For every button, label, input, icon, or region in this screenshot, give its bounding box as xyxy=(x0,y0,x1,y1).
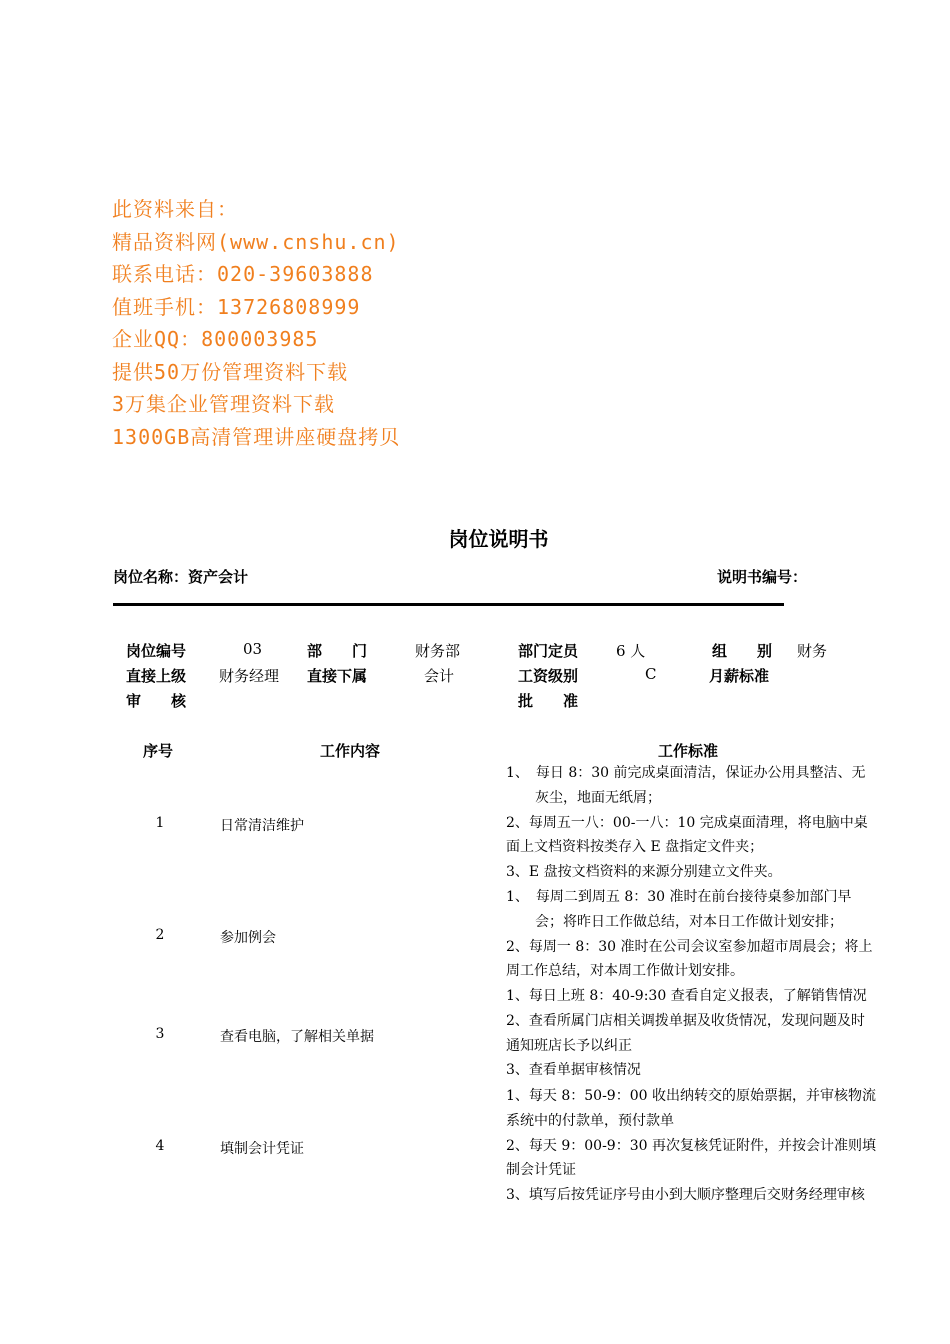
wage-grade-value: C xyxy=(645,665,657,683)
wage-grade-label: 工资级别 xyxy=(518,667,579,685)
review-label: 审 核 xyxy=(126,692,187,710)
job-code-value: 03 xyxy=(243,640,263,658)
promo-line: 此资料来自： xyxy=(112,197,238,221)
promo-line: 提供50万份管理资料下载 xyxy=(112,359,349,384)
promo-line: 1300GB高清管理讲座硬盘拷贝 xyxy=(112,424,401,449)
promo-block xyxy=(112,193,400,453)
standard-item: 2、每周五一八：00-一八：10 完成桌面清理，将电脑中桌面上文档资料按类存入 E 盘指定文件夹； xyxy=(506,814,868,856)
standard-item: 1、 每周二到周五 8：30 准时在前台接待桌参加部门早会；将昨日工作做总结，对本日工作做计划安排； xyxy=(506,889,852,930)
group-label: 组 别 xyxy=(712,642,773,660)
subordinate-label: 直接下属 xyxy=(307,667,368,685)
row-standards xyxy=(506,885,878,984)
standard-item: 1、每日上班 8：40-9:30 查看自定义报表，了解销售情况 xyxy=(506,988,867,1004)
promo-line: 值班手机：13726808999 xyxy=(112,294,361,319)
row-number: 4 xyxy=(155,1138,165,1154)
promo-line: 企业QQ：800003985 xyxy=(112,327,319,351)
monthly-pay-label: 月薪标准 xyxy=(709,667,770,685)
promo-line: 精品资料网(www.cnshu.cn) xyxy=(112,229,400,254)
superior-value: 财务经理 xyxy=(219,667,280,685)
row-standards xyxy=(506,984,878,1083)
row-task: 查看电脑，了解相关单据 xyxy=(220,1029,374,1045)
header-standard: 工作标准 xyxy=(658,742,719,760)
standard-item: 3、查看单据审核情况 xyxy=(506,1062,641,1079)
row-task: 填制会计凭证 xyxy=(220,1141,304,1157)
dept-label: 部 门 xyxy=(307,642,368,660)
dept-value: 财务部 xyxy=(415,642,461,660)
row-standards xyxy=(506,761,878,885)
headcount-label: 部门定员 xyxy=(518,642,579,660)
row-task: 日常清洁维护 xyxy=(220,818,304,834)
promo-line: 联系电话：020-39603888 xyxy=(112,262,374,286)
standard-item: 1、 每日 8：30 前完成桌面清洁，保证办公用具整洁、无灰尘，地面无纸屑； xyxy=(506,765,866,806)
position-name: 岗位名称：资产会计 xyxy=(113,568,249,586)
standard-item: 2、查看所属门店相关调拨单据及收货情况，发现问题及时通知班店长予以纠正 xyxy=(506,1012,865,1054)
standard-item: 3、填写后按凭证序号由小到大顺序整理后交财务经理审核 xyxy=(506,1187,865,1204)
standard-item: 2、每周一 8：30 准时在公司会议室参加超市周晨会；将上周工作总结，对本周工作做计划安排。 xyxy=(506,938,873,980)
superior-label: 直接上级 xyxy=(126,667,187,685)
row-number: 1 xyxy=(155,815,165,831)
header-task: 工作内容 xyxy=(320,742,381,760)
document-title: 岗位说明书 xyxy=(448,527,549,551)
headcount-value: 6 人 xyxy=(616,642,646,660)
row-number: 3 xyxy=(155,1026,165,1042)
group-value: 财务 xyxy=(797,642,828,660)
doc-number-label: 说明书编号： xyxy=(717,568,808,586)
subordinate-value: 会计 xyxy=(424,667,455,685)
row-number: 2 xyxy=(155,927,165,943)
job-code-label: 岗位编号 xyxy=(126,642,187,660)
divider-rule xyxy=(113,603,784,606)
header-seq: 序号 xyxy=(143,742,174,760)
standard-item: 2、每天 9：00-9：30 再次复核凭证附件，并按会计准则填制会计凭证 xyxy=(506,1137,876,1179)
standard-item: 3、E 盘按文档资料的来源分别建立文件夹。 xyxy=(506,864,782,881)
promo-line: 3万集企业管理资料下载 xyxy=(112,392,336,416)
standard-item: 1、每天 8：50-9：00 收出纳转交的原始票据，并审核物流系统中的付款单，预付款单 xyxy=(506,1088,876,1129)
approve-label: 批 准 xyxy=(518,692,579,710)
row-task: 参加例会 xyxy=(220,930,276,946)
row-standards xyxy=(506,1084,878,1208)
